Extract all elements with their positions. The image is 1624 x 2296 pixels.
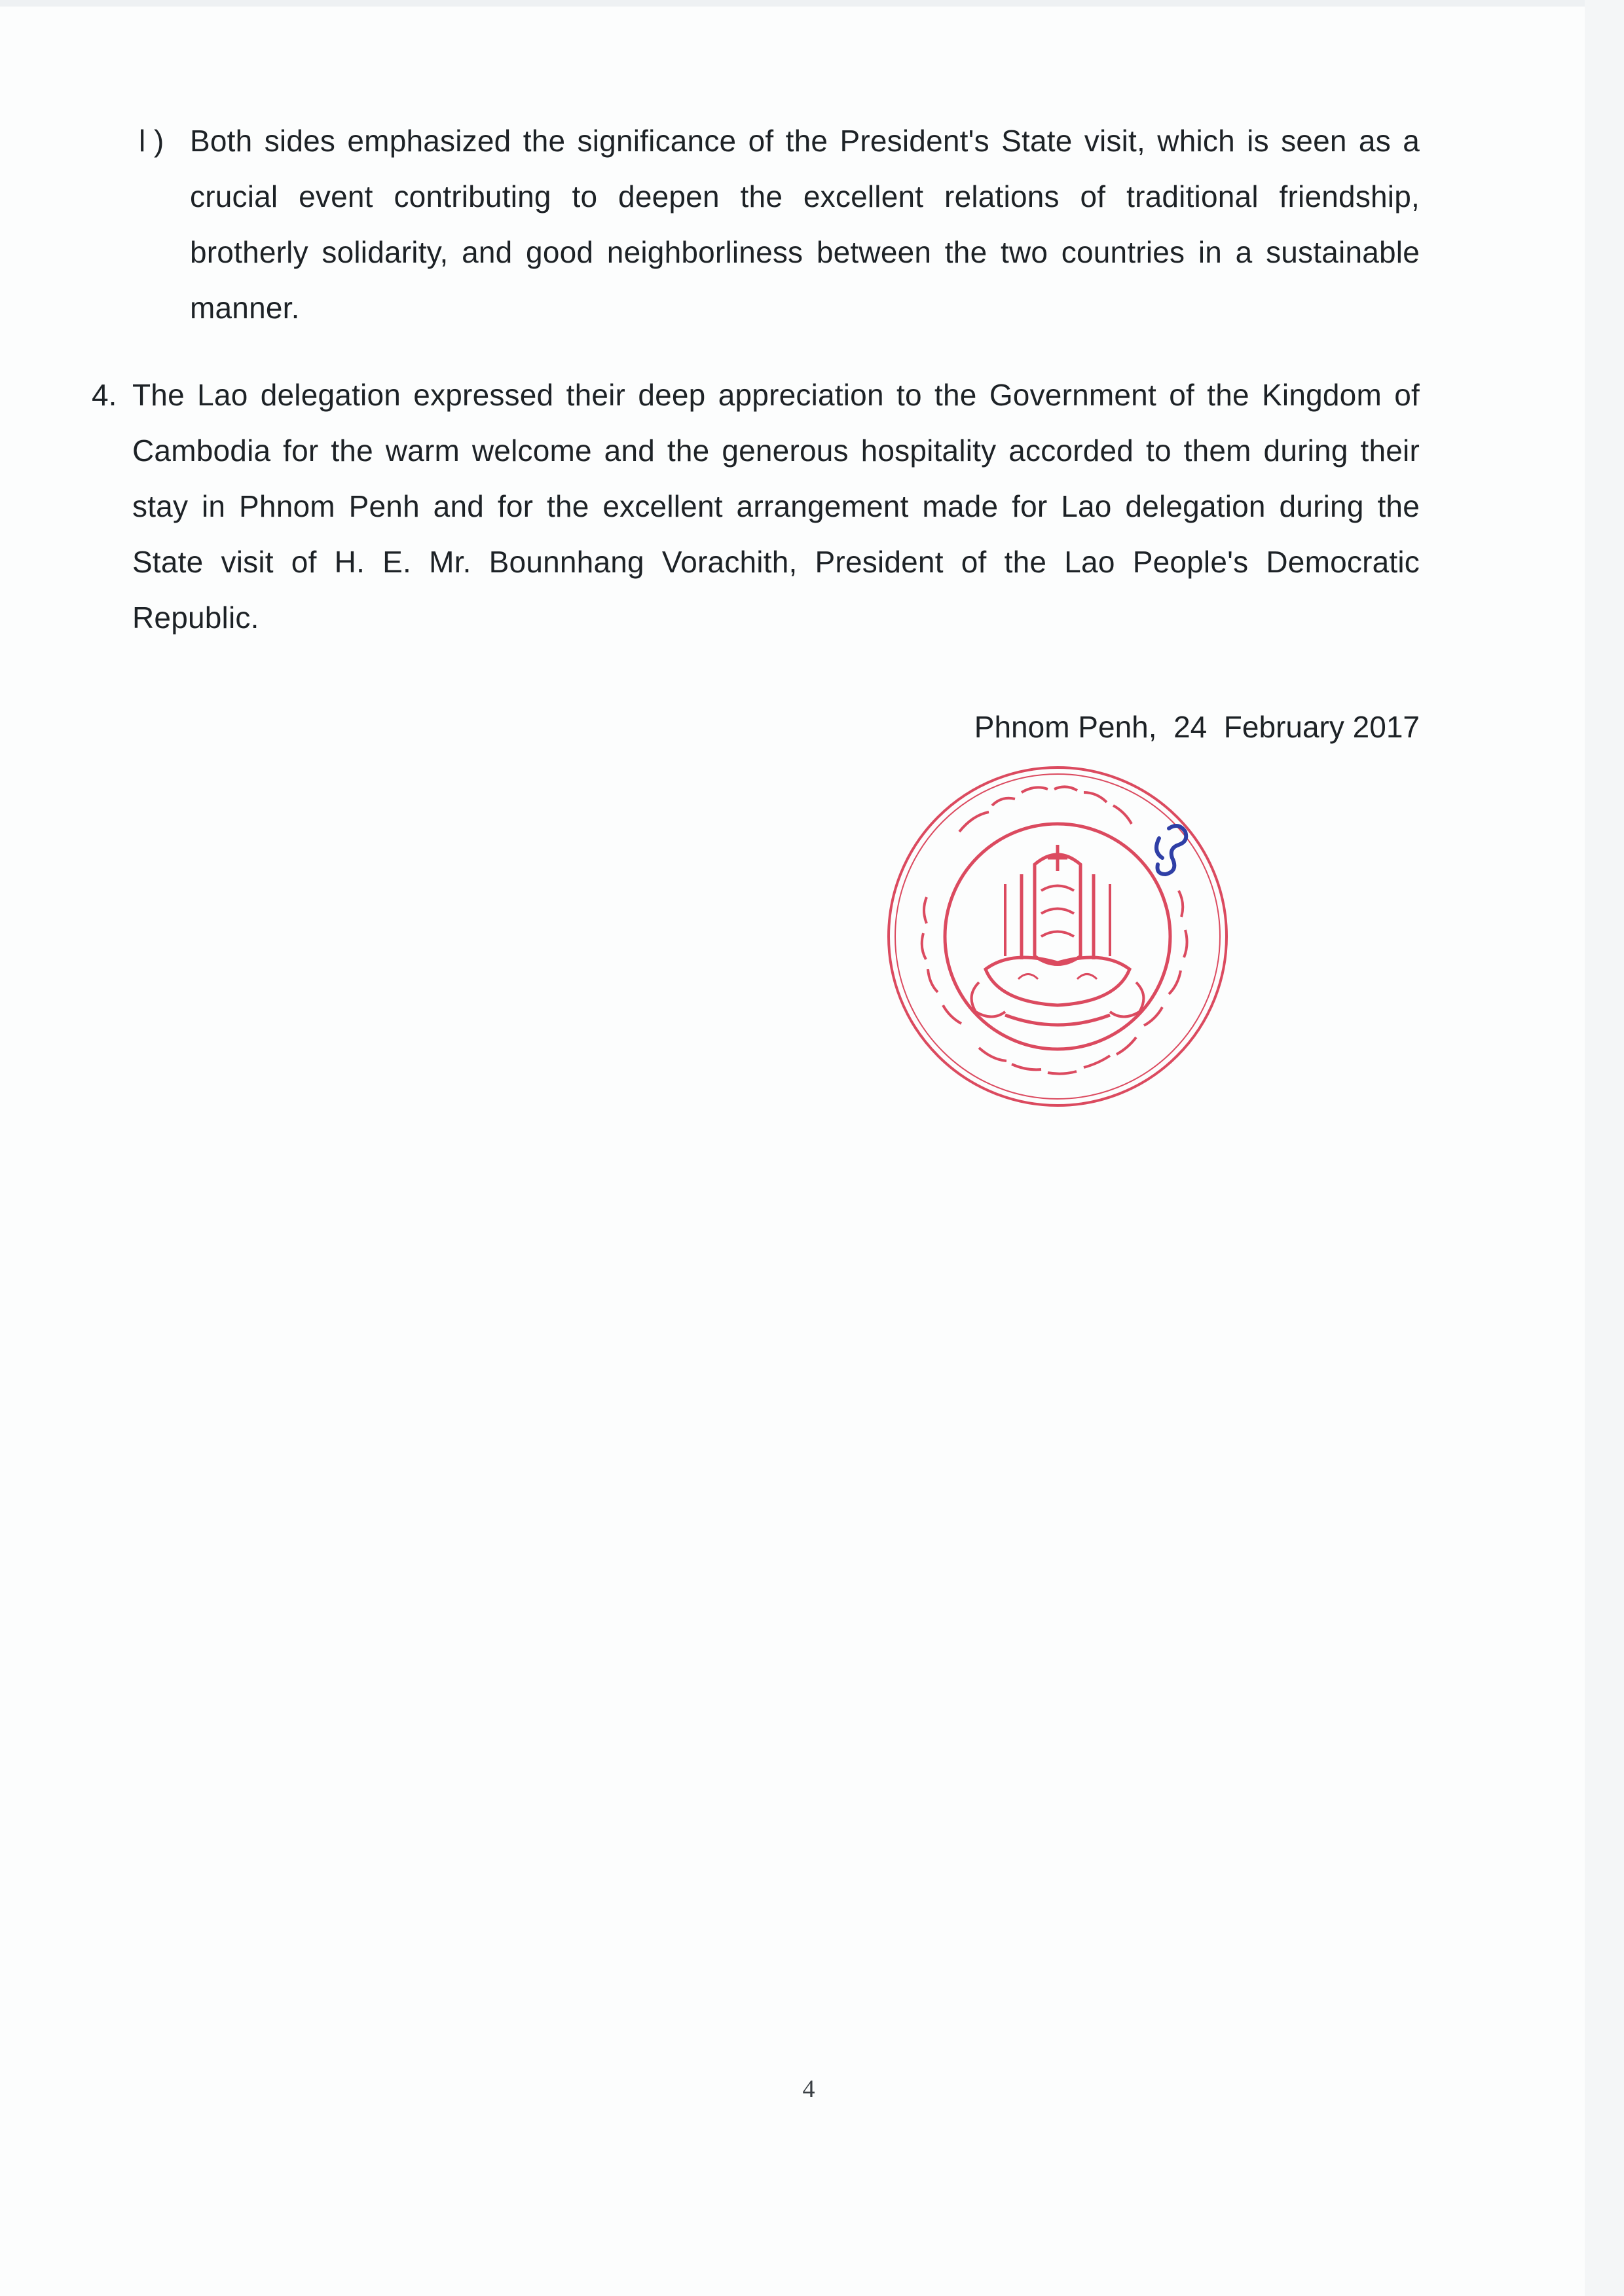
scan-edge-top (0, 0, 1624, 7)
item-4-marker: 4. (92, 378, 117, 412)
scan-edge-right (1585, 0, 1624, 2296)
item-4-paragraph: The Lao delegation expressed their deep appreciation to the Government of the Kingdom of Cambodia for the warm welcome and the generous hospitality accorded to them during their stay in Phnom Penh and for the excellent arrangement made for Lao delegation during the State visit of H. E. Mr. Bounnhang Vorachith, President of the Lao People's Democratic Republic. (132, 378, 1420, 635)
item-l-paragraph: Both sides emphasized the significance of the President's State visit, which is seen as a crucial event contributing to deepen the excellent relations of traditional friendship, brotherly solidarity, and good neighborliness between the two countries in a sustainable manner. (190, 124, 1420, 325)
official-seal-stamp (881, 760, 1234, 1113)
item-l-marker: l ) (139, 124, 164, 158)
page-number: 4 (802, 2075, 815, 2103)
place-and-date: Phnom Penh, 24 February 2017 (974, 710, 1420, 744)
